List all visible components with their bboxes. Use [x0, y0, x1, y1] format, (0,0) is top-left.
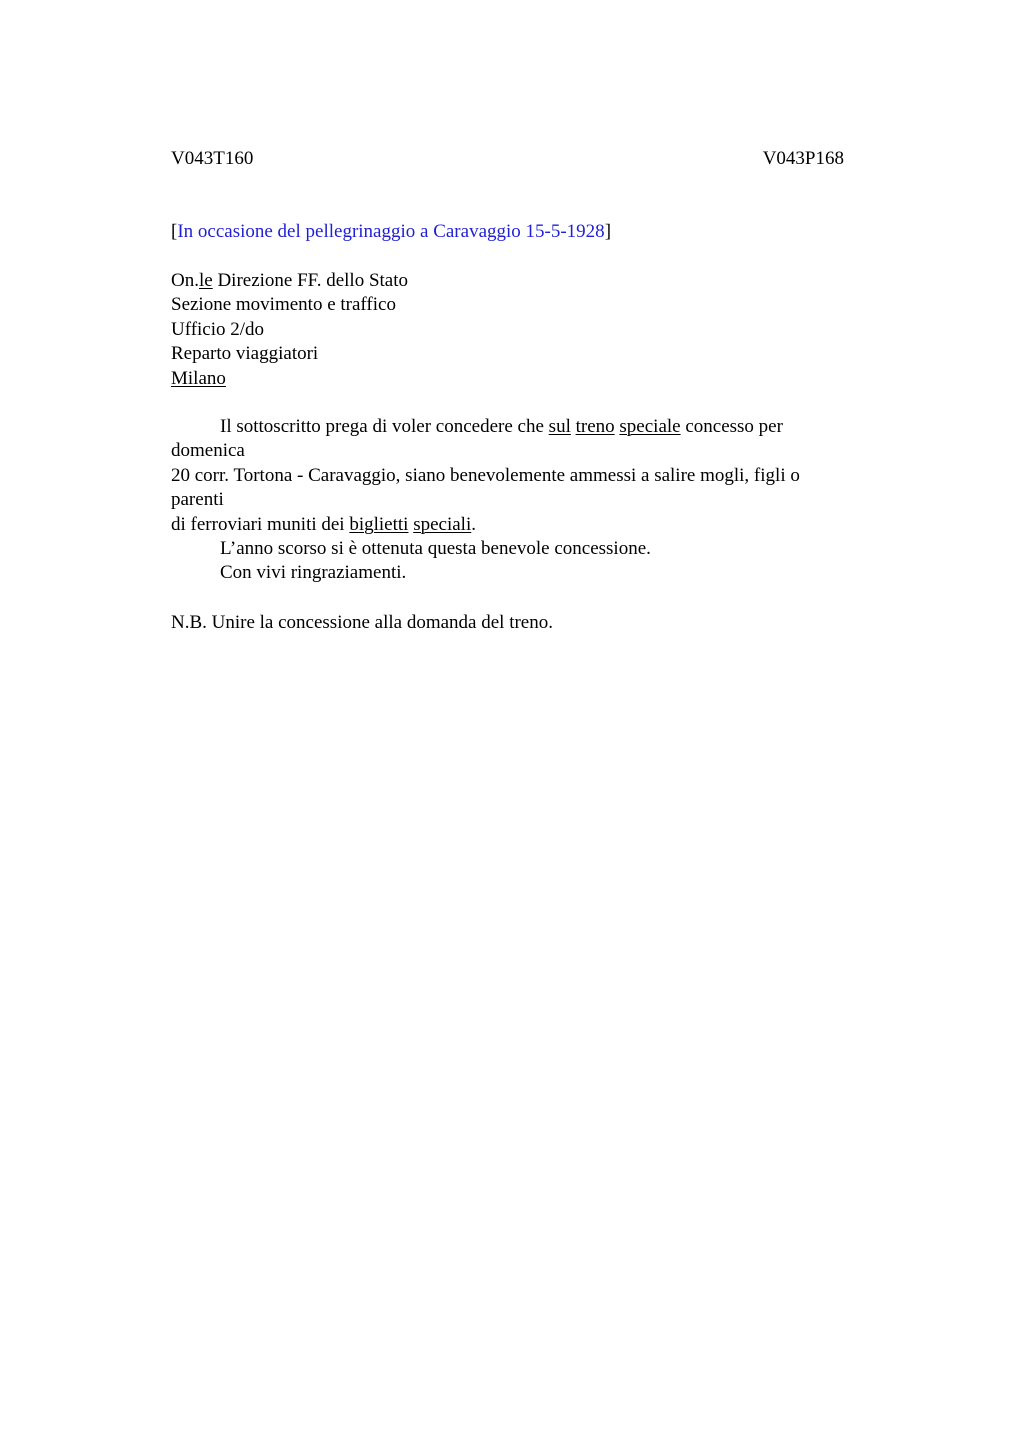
document-code-left: V043T160 [171, 148, 254, 169]
address-prefix: On. [171, 270, 199, 291]
body-punctuation: . [471, 513, 476, 535]
body-line-4: parenti [171, 489, 224, 511]
address-line-1 [171, 269, 408, 293]
recipient-address [171, 269, 408, 391]
body-line-3: 20 corr. Tortona - Caravaggio, siano benevolemente ammessi a salire mogli, figli o [171, 464, 800, 486]
document-code-right: V043P168 [762, 148, 844, 169]
body-line-7: Con vivi ringraziamenti. [220, 562, 407, 584]
title-link[interactable]: In occasione del pellegrinaggio a Caravaggio 15-5-1928 [177, 221, 605, 242]
title-close-bracket: ] [604, 221, 612, 242]
address-line-2: Sezione movimento e traffico [171, 294, 396, 316]
body-line-1 [171, 415, 871, 439]
address-line-4: Reparto viaggiatori [171, 343, 319, 365]
body-line-5 [171, 513, 871, 537]
header-row [171, 147, 844, 171]
document-title [171, 220, 611, 244]
title-open-bracket: [ [171, 221, 178, 242]
body-text-segment: concesso per [680, 416, 783, 437]
body-text-segment: Il sottoscritto prega di voler concedere che [220, 416, 549, 437]
body-underlined-word: speciale [619, 416, 681, 437]
body-underlined-word: speciali [413, 513, 472, 535]
body-line-2: domenica [171, 440, 245, 462]
address-line-3: Ufficio 2/do [171, 318, 265, 340]
letter-body [171, 415, 871, 586]
body-line-6: L’anno scorso si è ottenuta questa benevole concessione. [220, 538, 651, 560]
note-line: N.B. Unire la concessione alla domanda del treno. [171, 612, 553, 633]
body-text-segment: di ferroviari muniti dei [171, 513, 350, 535]
address-underlined-abbrev: le [198, 270, 213, 291]
body-underlined-word: sul [548, 416, 571, 437]
address-line-1-rest: Direzione FF. dello Stato [212, 270, 409, 291]
body-underlined-word: treno [575, 416, 615, 437]
address-city: Milano [171, 367, 226, 389]
body-underlined-word: biglietti [349, 513, 409, 535]
